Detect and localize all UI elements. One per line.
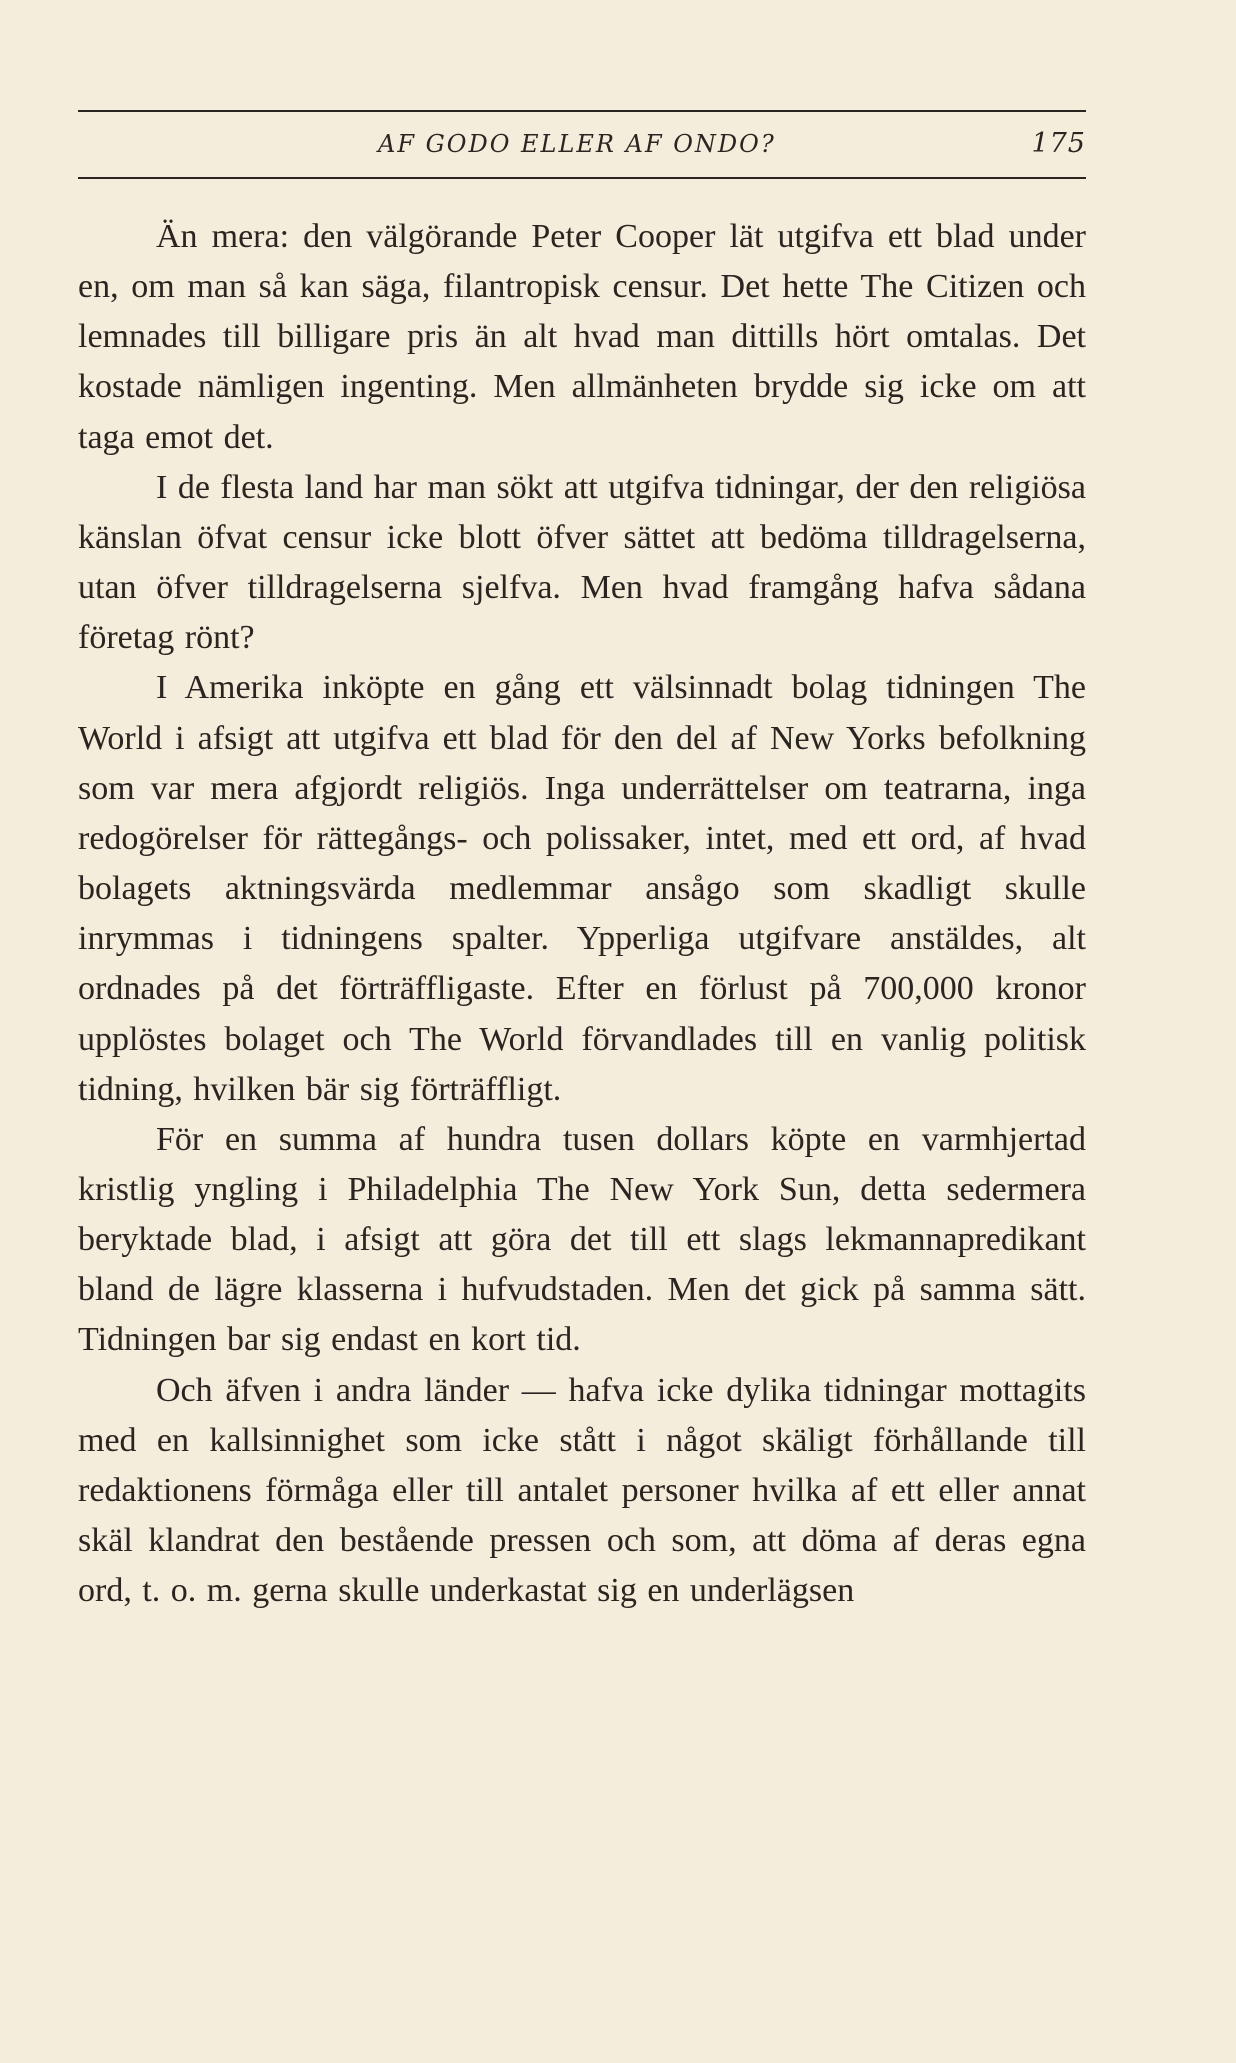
body-text <box>78 212 1086 1616</box>
paragraph: I Amerika inköpte en gång ett välsinnadt bolag tidningen The World i afsigt att utgifva ett blad för den del af New Yorks befolkning som var mera afgjordt religiös. Inga underrättelser om teatrarna, inga redogörelser för rättegångs- och polissaker, intet, med ett ord, af hvad bolagets aktningsvärda medlemmar ansågo som skadligt skulle inrymmas i tidningens spalter. Ypperliga utgifvare anstäldes, alt ordnades på det förträffligaste. Efter en förlust på 700,000 kronor upplöstes bolaget och The World förvandlades till en vanlig politisk tidning, hvilken bär sig förträffligt. <box>78 669 1086 1108</box>
header-rule-top <box>78 110 1086 112</box>
paragraph: Och äfven i andra länder — hafva icke dylika tidningar mottagits med en kallsinnighet som icke stått i något skäligt förhållande till redaktionens förmåga eller till antalet personer hvilka af ett eller annat skäl klandrat den bestående pressen och som, att döma af deras egna ord, t. o. m. gerna skulle underkastat sig en underlägsen <box>78 1371 1086 1610</box>
running-title: AF GODO ELLER AF ONDO? <box>378 130 776 158</box>
paragraph: Än mera: den välgörande Peter Cooper lät utgifva ett blad under en, om man så kan säga, filantropisk censur. Det hette The Citizen och lemnades till billigare pris än alt hvad man dittills hört omtalas. Det kostade nämligen ingenting. Men allmänheten brydde sig icke om att taga emot det. <box>78 218 1086 456</box>
header-rule-bottom <box>78 177 1086 179</box>
paragraph: För en summa af hundra tusen dollars köpte en varmhjertad kristlig yngling i Philadelphia The New York Sun, detta sedermera beryktade blad, i afsigt att göra det till ett slags lekmannapredikant bland de lägre klasserna i hufvudstaden. Men det gick på samma sätt. Tidningen bar sig endast en kort tid. <box>78 1120 1086 1359</box>
running-head <box>78 126 1086 166</box>
page-number: 175 <box>1031 128 1086 159</box>
paragraph: I de flesta land har man sökt att utgifva tidningar, der den religiösa känslan öfvat censur icke blott öfver sättet att bedöma tilldragelserna, utan öfver tilldragelserna sjelfva. Men hvad framgång hafva sådana företag rönt? <box>78 468 1086 657</box>
